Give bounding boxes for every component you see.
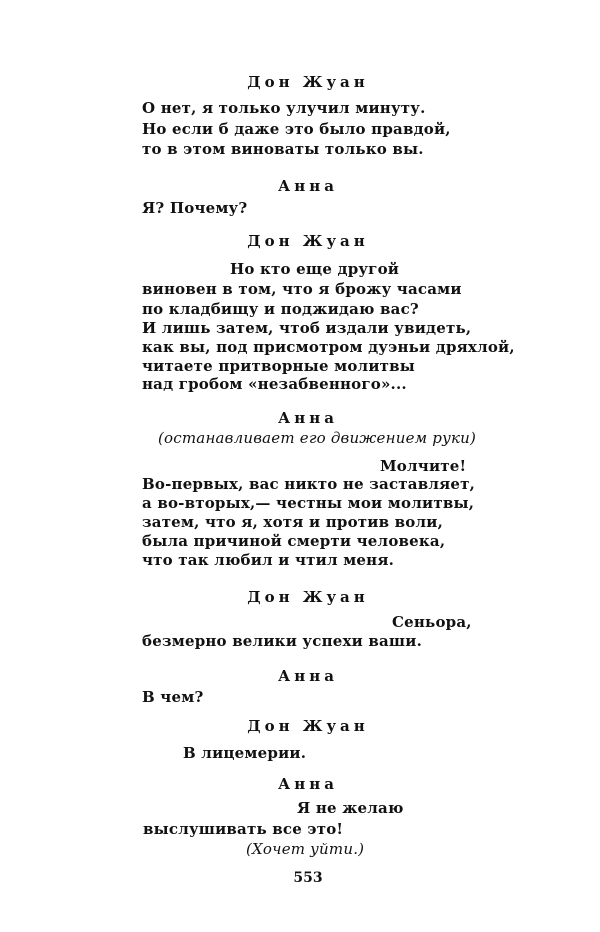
page-number: 553 [293,870,323,886]
speaker-name: Дон Жуан [247,588,369,606]
verse-line: то в этом виноваты только вы. [142,140,424,158]
speaker-name: Анна [278,409,338,427]
verse-line: Молчите! [380,457,467,475]
verse-line: затем, что я, хотя и против воли, [142,513,444,531]
speaker-name: Дон Жуан [247,73,369,91]
verse-line: выслушивать все это! [143,820,344,838]
speaker-name: Дон Жуан [247,232,369,250]
speaker-name: Анна [278,775,338,793]
verse-line: а во-вторых,— честны мои молитвы, [142,494,475,512]
verse-line: по кладбищу и поджидаю вас? [142,300,419,318]
verse-line: виновен в том, что я брожу часами [142,280,462,298]
verse-line: что так любил и чтил меня. [142,551,395,569]
verse-line: Во-первых, вас никто не заставляет, [142,475,476,493]
verse-line: В чем? [142,688,204,706]
stage-direction: (останавливает его движением руки) [158,429,477,447]
verse-line: О нет, я только улучил минуту. [142,99,426,117]
verse-line: как вы, под присмотром дуэньи дряхлой, [142,338,515,356]
verse-line: Я не желаю [297,799,404,817]
verse-line: читаете притворные молитвы [142,357,415,375]
verse-line: над гробом «незабвенного»... [142,375,407,393]
verse-line: Сеньора, [392,613,472,631]
speaker-name: Дон Жуан [247,717,369,735]
verse-line: И лишь затем, чтоб издали увидеть, [142,319,472,337]
verse-line: была причиной смерти человека, [142,532,446,550]
verse-line: Но если б даже это было правдой, [142,120,451,138]
stage-direction: (Хочет уйти.) [246,840,365,858]
speaker-name: Анна [278,667,338,685]
verse-line: Я? Почему? [142,199,248,217]
verse-line: Но кто еще другой [230,260,400,278]
verse-line: В лицемерии. [183,744,307,762]
speaker-name: Анна [278,177,338,195]
verse-line: безмерно велики успехи ваши. [142,632,422,650]
